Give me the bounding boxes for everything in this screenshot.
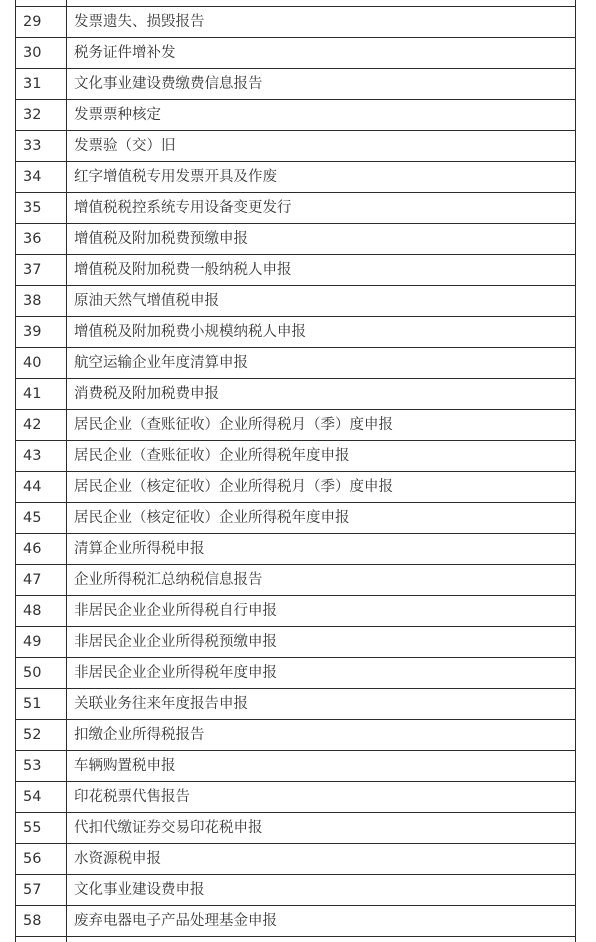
row-number-cell: 49	[16, 627, 67, 658]
service-name-cell: 非居民企业企业所得税自行申报	[67, 596, 576, 627]
table-row	[16, 69, 576, 100]
table-row	[16, 224, 576, 255]
row-number-cell: 39	[16, 317, 67, 348]
service-name-cell	[67, 937, 576, 942]
table-row	[16, 255, 576, 286]
table-row	[16, 193, 576, 224]
table-row	[16, 348, 576, 379]
service-name-cell: 代扣代缴证券交易印花税申报	[67, 813, 576, 844]
service-name-cell: 航空运输企业年度清算申报	[67, 348, 576, 379]
service-name-cell: 居民企业（查账征收）企业所得税年度申报	[67, 441, 576, 472]
service-name-cell: 企业所得税汇总纳税信息报告	[67, 565, 576, 596]
row-number-cell: 43	[16, 441, 67, 472]
table-row	[16, 658, 576, 689]
service-name-cell: 增值税税控系统专用设备变更发行	[67, 193, 576, 224]
service-name-cell: 发票遗失、损毁报告	[67, 7, 576, 38]
table-row	[16, 937, 576, 942]
service-name-cell: 增值税及附加税费预缴申报	[67, 224, 576, 255]
row-number-cell: 57	[16, 875, 67, 906]
row-number-cell: 45	[16, 503, 67, 534]
row-number-cell: 31	[16, 69, 67, 100]
row-number-cell: 56	[16, 844, 67, 875]
table-row	[16, 689, 576, 720]
service-name-cell: 发票验（交）旧	[67, 131, 576, 162]
table-row	[16, 38, 576, 69]
row-number-cell: 38	[16, 286, 67, 317]
table-body	[16, 0, 576, 942]
row-number-cell: 50	[16, 658, 67, 689]
row-number-cell: 53	[16, 751, 67, 782]
row-number-cell: 37	[16, 255, 67, 286]
service-name-cell: 非居民企业企业所得税年度申报	[67, 658, 576, 689]
row-number-cell: 42	[16, 410, 67, 441]
service-name-cell: 增值税及附加税费一般纳税人申报	[67, 255, 576, 286]
table-row	[16, 596, 576, 627]
service-name-cell: 非居民企业企业所得税预缴申报	[67, 627, 576, 658]
table-row	[16, 131, 576, 162]
table-row	[16, 534, 576, 565]
service-name-cell: 扣缴企业所得税报告	[67, 720, 576, 751]
row-number-cell: 34	[16, 162, 67, 193]
row-number-cell: 51	[16, 689, 67, 720]
row-number-cell: 55	[16, 813, 67, 844]
table-row	[16, 410, 576, 441]
table-row	[16, 472, 576, 503]
row-number-cell: 48	[16, 596, 67, 627]
table-row	[16, 162, 576, 193]
service-name-cell: 清算企业所得税申报	[67, 534, 576, 565]
service-name-cell: 文化事业建设费申报	[67, 875, 576, 906]
row-number-cell: 46	[16, 534, 67, 565]
service-name-cell: 居民企业（查账征收）企业所得税月（季）度申报	[67, 410, 576, 441]
table-row	[16, 844, 576, 875]
row-number-cell: 54	[16, 782, 67, 813]
tax-service-table	[15, 0, 576, 942]
table-row	[16, 7, 576, 38]
table-row	[16, 565, 576, 596]
row-number-cell: 29	[16, 7, 67, 38]
service-name-cell: 废弃电器电子产品处理基金申报	[67, 906, 576, 937]
service-name-cell: 税务证件增补发	[67, 38, 576, 69]
service-name-cell: 原油天然气增值税申报	[67, 286, 576, 317]
table-row	[16, 286, 576, 317]
service-name-cell: 发票票种核定	[67, 100, 576, 131]
table-row	[16, 503, 576, 534]
service-name-cell: 车辆购置税申报	[67, 751, 576, 782]
row-number-cell: 44	[16, 472, 67, 503]
table-row	[16, 627, 576, 658]
service-name-cell: 居民企业（核定征收）企业所得税月（季）度申报	[67, 472, 576, 503]
table-row	[16, 100, 576, 131]
table-row	[16, 906, 576, 937]
row-number-cell: 40	[16, 348, 67, 379]
row-number-cell: 52	[16, 720, 67, 751]
row-number-cell: 58	[16, 906, 67, 937]
service-name-cell: 印花税票代售报告	[67, 782, 576, 813]
service-name-cell: 文化事业建设费缴费信息报告	[67, 69, 576, 100]
row-number-cell: 41	[16, 379, 67, 410]
row-number-cell: 32	[16, 100, 67, 131]
service-name-cell: 增值税及附加税费小规模纳税人申报	[67, 317, 576, 348]
table-row	[16, 317, 576, 348]
table-row	[16, 813, 576, 844]
service-name-cell: 关联业务往来年度报告申报	[67, 689, 576, 720]
service-name-cell: 红字增值税专用发票开具及作废	[67, 162, 576, 193]
table-row	[16, 720, 576, 751]
row-number-cell: 30	[16, 38, 67, 69]
service-name-cell: 消费税及附加税费申报	[67, 379, 576, 410]
table-row	[16, 379, 576, 410]
row-number-cell: 47	[16, 565, 67, 596]
table-row	[16, 441, 576, 472]
row-number-cell	[16, 937, 67, 942]
row-number-cell: 36	[16, 224, 67, 255]
table-row	[16, 751, 576, 782]
service-name-cell: 居民企业（核定征收）企业所得税年度申报	[67, 503, 576, 534]
table-row	[16, 782, 576, 813]
service-name-cell: 水资源税申报	[67, 844, 576, 875]
row-number-cell: 35	[16, 193, 67, 224]
table-row	[16, 875, 576, 906]
row-number-cell: 33	[16, 131, 67, 162]
